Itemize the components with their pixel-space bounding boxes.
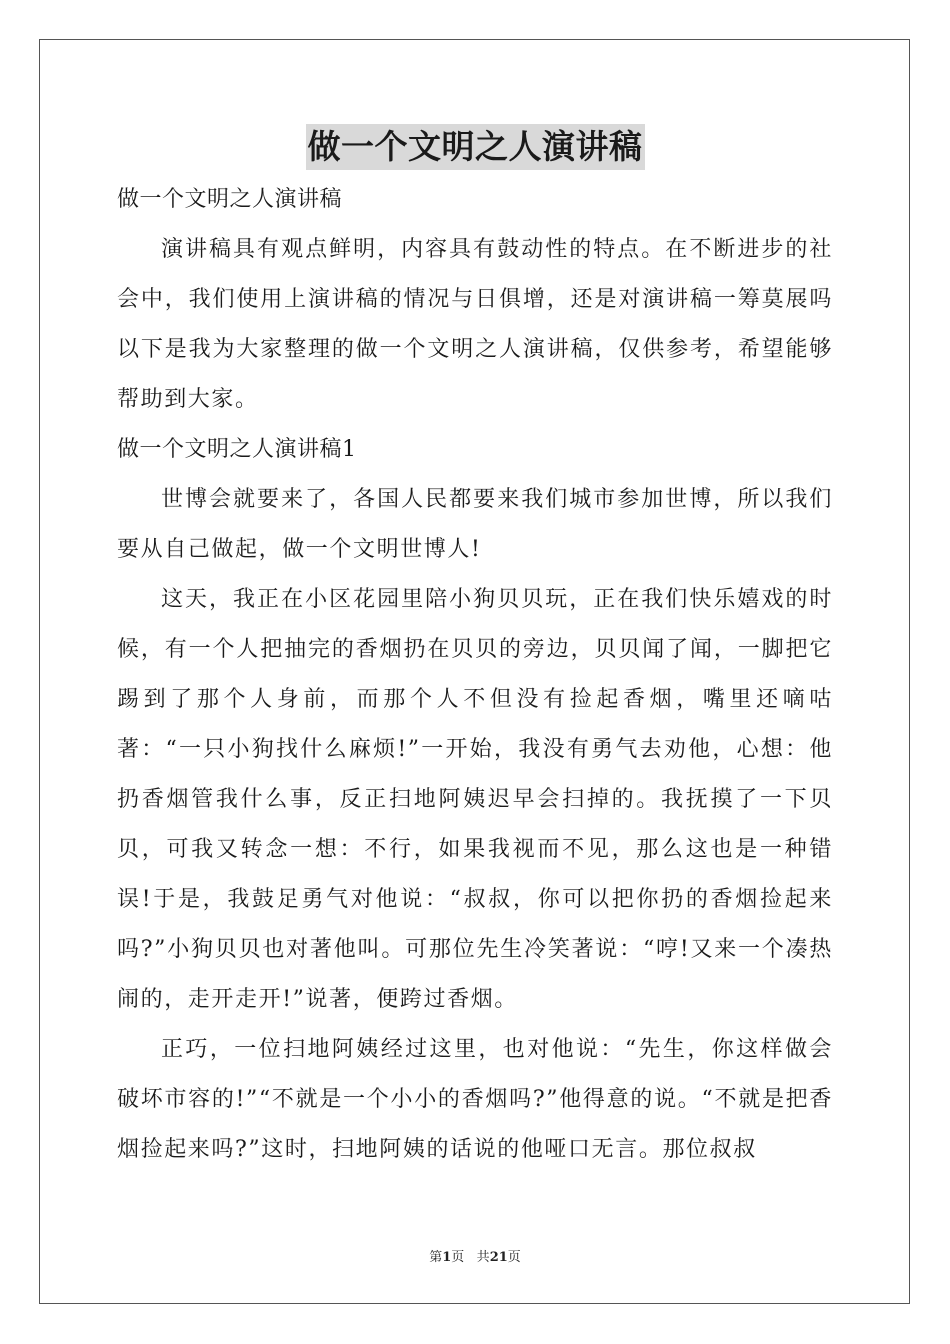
paragraph-1: 世博会就要来了，各国人民都要来我们城市参加世博，所以我们要从自己做起，做一个文明世博人! [117, 487, 833, 562]
total-suffix: 页 [507, 1250, 521, 1265]
page-current: 1 [442, 1250, 452, 1265]
subtitle: 做一个文明之人演讲稿 [117, 187, 343, 212]
document-title: 做一个文明之人演讲稿 [306, 124, 645, 170]
paragraph-2: 这天，我正在小区花园里陪小狗贝贝玩，正在我们快乐嬉戏的时候，有一个人把抽完的香烟扔在贝贝的旁边，贝贝闻了闻，一脚把它踢到了那个人身前，而那个人不但没有捡起香烟，嘴里还嘀咕著：“一只小狗找什么麻烦!”一开始，我没有勇气去劝他，心想：他扔香烟管我什么事，反正扫地阿姨迟早会扫掉的。我抚摸了一下贝贝，可我又转念一想：不行，如果我视而不见，那么这也是一种错误!于是，我鼓足勇气对他说：“叔叔，你可以把你扔的香烟捡起来吗?”小狗贝贝也对著他叫。可那位先生冷笑著说：“哼!又来一个凑热闹的，走开走开!”说著，便跨过香烟。 [117, 587, 833, 1012]
title-container [0, 124, 950, 170]
page-suffix: 页 [451, 1250, 465, 1265]
document-body [117, 175, 833, 1175]
paragraph-3: 正巧，一位扫地阿姨经过这里，也对他说：“先生，你这样做会破坏市容的!”“不就是一个小小的香烟吗?”他得意的说。“不就是把香烟捡起来吗?”这时，扫地阿姨的话说的他哑口无言。那位叔叔 [117, 1037, 833, 1162]
page-footer [0, 1246, 950, 1265]
page-total: 21 [489, 1250, 508, 1265]
section-heading: 做一个文明之人演讲稿1 [117, 437, 357, 462]
paragraph-intro: 演讲稿具有观点鲜明，内容具有鼓动性的特点。在不断进步的社会中，我们使用上演讲稿的情况与日俱增，还是对演讲稿一筹莫展吗以下是我为大家整理的做一个文明之人演讲稿，仅供参考，希望能够帮助到大家。 [117, 237, 833, 412]
total-prefix: 共 [476, 1250, 490, 1265]
page-prefix: 第 [429, 1250, 443, 1265]
